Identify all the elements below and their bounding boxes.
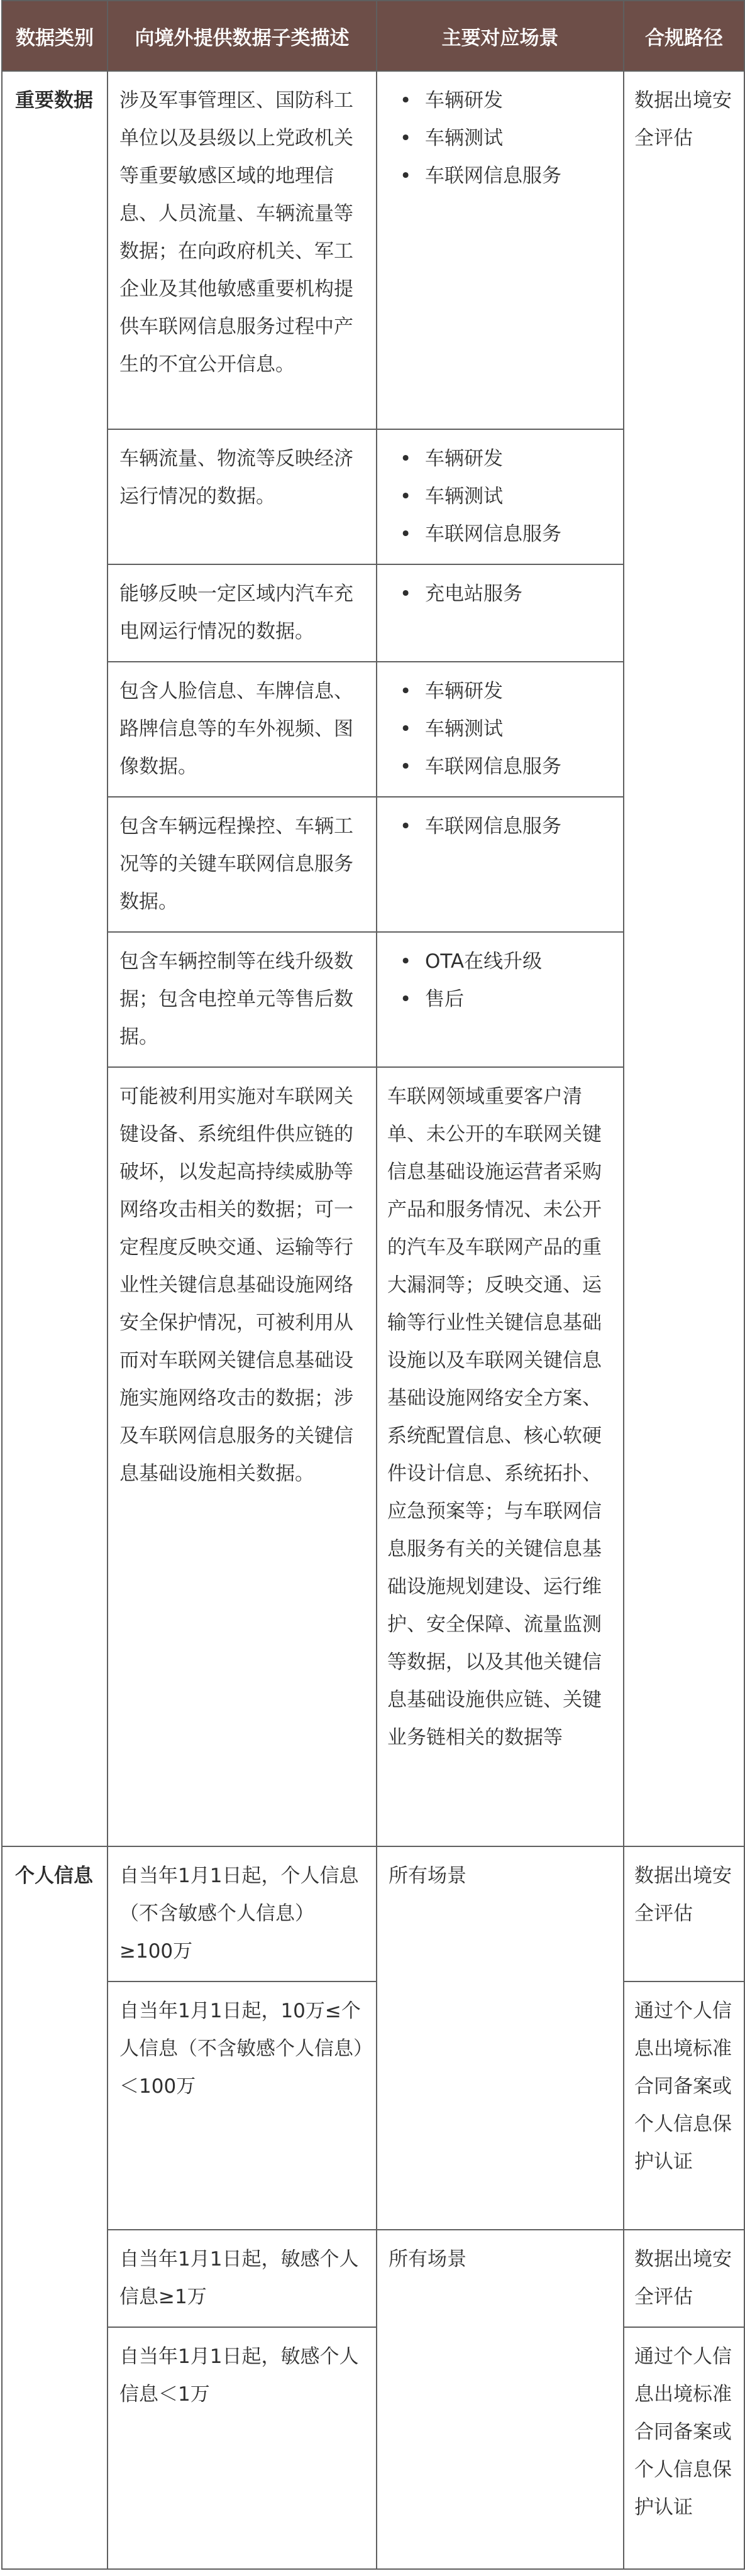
description-cell: 可能被利用实施对车联网关键设备、系统组件供应链的破坏，以发起高持续威胁等网络攻击相关的数据；可一定程度反映交通、运输等行业性关键信息基础设施网络安全保护情况，可被利用从而对车联网关键信息基础设施实施网络攻击的数据；涉及车联网信息服务的关键信息基础设施相关数据。 (108, 1067, 377, 1846)
scenario-cell (377, 662, 624, 797)
header-description: 向境外提供数据子类描述 (108, 1, 377, 71)
scenario-item: • 车辆测试 (389, 478, 612, 515)
scenario-list (389, 672, 612, 786)
description-cell: 车辆流量、物流等反映经济运行情况的数据。 (108, 429, 377, 564)
table-row (2, 2230, 744, 2327)
table-row (2, 2327, 744, 2569)
route-cell: 数据出境安全评估 (624, 2230, 744, 2327)
header-route: 合规路径 (624, 1, 744, 71)
description-cell: 涉及军事管理区、国防科工单位以及县级以上党政机关等重要敏感区域的地理信息、人员流量、车辆流量等数据；在向政府机关、军工企业及其他敏感重要机构提供车联网信息服务过程中产生的不宜公开信息。 (108, 71, 377, 429)
description-cell: 自当年1月1日起，敏感个人信息≥1万 (108, 2230, 377, 2327)
table-row (2, 1846, 744, 1981)
header-scenario: 主要对应场景 (377, 1, 624, 71)
table-row (2, 71, 744, 429)
scenario-item: • 售后 (389, 980, 612, 1018)
description-cell: 能够反映一定区域内汽车充电网运行情况的数据。 (108, 564, 377, 662)
scenario-list (389, 943, 612, 1018)
route-cell: 通过个人信息出境标准合同备案或个人信息保护认证 (624, 2327, 744, 2569)
scenario-cell (377, 797, 624, 932)
scenario-cell (377, 932, 624, 1067)
scenario-item: • 车联网信息服务 (389, 157, 612, 195)
scenario-cell (377, 71, 624, 429)
scenario-cell (377, 564, 624, 662)
route-cell: 通过个人信息出境标准合同备案或个人信息保护认证 (624, 1981, 744, 2230)
description-cell: 自当年1月1日起，10万≤个人信息（不含敏感个人信息）＜100万 (108, 1981, 377, 2230)
scenario-item: • 车辆测试 (389, 119, 612, 157)
description-cell: 包含车辆远程操控、车辆工况等的关键车联网信息服务数据。 (108, 797, 377, 932)
scenario-cell (377, 429, 624, 564)
scenario-cell: 所有场景 (377, 1846, 624, 2230)
scenario-list (389, 808, 612, 845)
scenario-item: • 车联网信息服务 (389, 808, 612, 845)
data-export-table (1, 0, 745, 2570)
scenario-list (389, 82, 612, 195)
description-cell: 包含人脸信息、车牌信息、路牌信息等的车外视频、图像数据。 (108, 662, 377, 797)
scenario-item: • 车辆研发 (389, 440, 612, 478)
scenario-item: • OTA在线升级 (389, 943, 612, 980)
category-important: 重要数据 (2, 71, 108, 1846)
description-cell: 包含车辆控制等在线升级数据；包含电控单元等售后数据。 (108, 932, 377, 1067)
description-cell: 自当年1月1日起，敏感个人信息＜1万 (108, 2327, 377, 2569)
scenario-cell: 车联网领域重要客户清单、未公开的车联网关键信息基础设施运营者采购产品和服务情况、未公开的汽车及车联网产品的重大漏洞等；反映交通、运输等行业性关键信息基础设施以及车联网关键信息基础设施网络安全方案、系统配置信息、核心软硬件设计信息、系统拓扑、应急预案等；与车联网信息服务有关的关键信息基础设施规划建设、运行维护、安全保障、流量监测等数据，以及其他关键信息基础设施供应链、关键业务链相关的数据等 (377, 1067, 624, 1846)
table-row (2, 1981, 744, 2230)
scenario-item: • 车辆研发 (389, 82, 612, 119)
scenario-item: • 车联网信息服务 (389, 515, 612, 553)
route-cell: 数据出境安全评估 (624, 1846, 744, 1981)
route-important: 数据出境安全评估 (624, 71, 744, 1846)
category-personal: 个人信息 (2, 1846, 108, 2569)
scenario-item: • 车辆研发 (389, 672, 612, 710)
scenario-list (389, 575, 612, 613)
scenario-list (389, 440, 612, 553)
scenario-item: • 充电站服务 (389, 575, 612, 613)
table-header-row (2, 1, 744, 71)
scenario-item: • 车联网信息服务 (389, 748, 612, 786)
description-cell: 自当年1月1日起，个人信息（不含敏感个人信息）≥100万 (108, 1846, 377, 1981)
scenario-cell: 所有场景 (377, 2230, 624, 2569)
scenario-item: • 车辆测试 (389, 710, 612, 748)
header-category: 数据类别 (2, 1, 108, 71)
